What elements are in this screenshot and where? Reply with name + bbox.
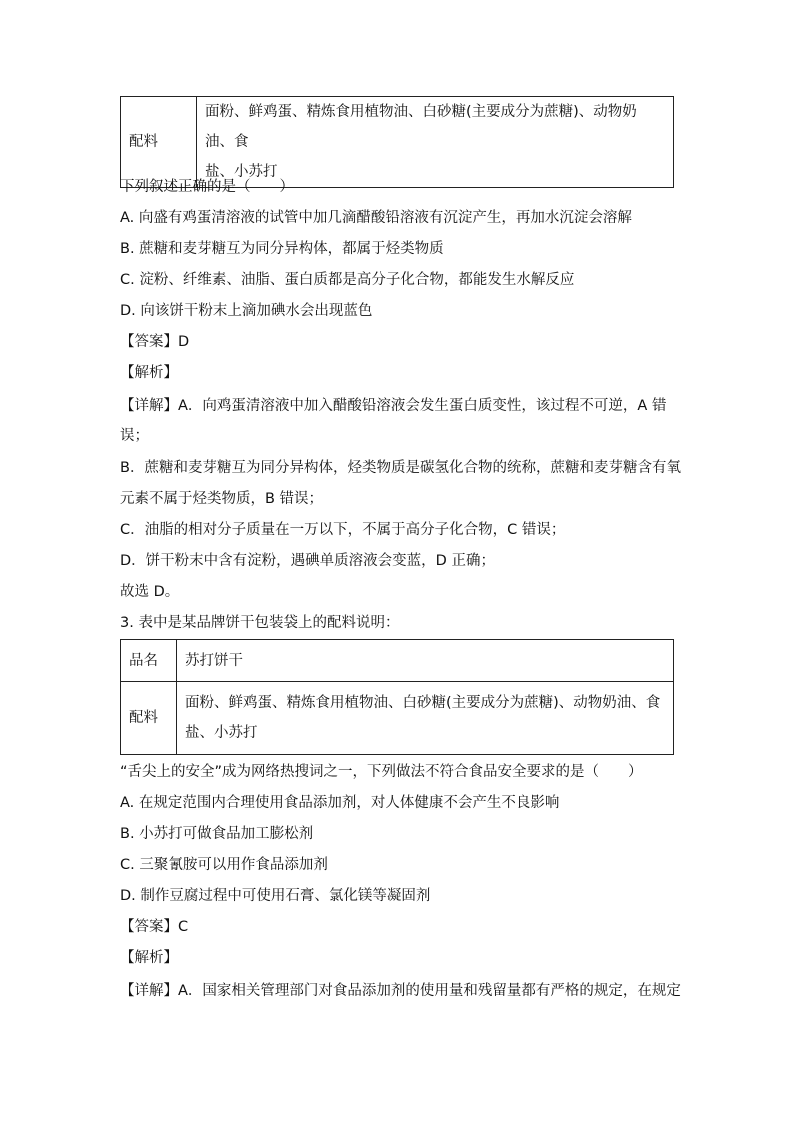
option-a: A. 在规定范围内合理使用食品添加剂，对人体健康不会产生不良影响 — [120, 795, 560, 811]
table-value-line: 盐、小苏打 — [205, 164, 278, 180]
option-b: B. 小苏打可做食品加工膨松剂 — [120, 826, 314, 842]
analysis-label: 【解析】 — [120, 365, 178, 381]
conclusion: 故选 D。 — [120, 584, 180, 600]
option-b: B. 蔗糖和麦芽糖互为同分异构体，都属于烃类物质 — [120, 241, 444, 257]
question-stem: “舌尖上的安全”成为网络热搜词之一，下列做法不符合食品安全要求的是（ ） — [120, 764, 643, 780]
detail-a-line1: 【详解】A．国家相关管理部门对食品添加剂的使用量和残留量都有严格的规定，在规定 — [120, 983, 681, 999]
detail-b-line1: B．蔗糖和麦芽糖互为同分异构体，烃类物质是碳氢化合物的统称，蔗糖和麦芽糖含有氧 — [120, 460, 681, 476]
detail-a-line1: 【详解】A．向鸡蛋清溶液中加入醋酸铅溶液会发生蛋白质变性，该过程不可逆，A 错 — [120, 398, 667, 414]
table-value-line: 盐、小苏打 — [185, 725, 258, 741]
table-value-line: 面粉、鲜鸡蛋、精炼食用植物油、白砂糖(主要成分为蔗糖)、动物奶油、食 — [185, 695, 661, 711]
option-d: D. 制作豆腐过程中可使用石膏、氯化镁等凝固剂 — [120, 888, 431, 904]
answer-label: 【答案】C — [120, 919, 189, 935]
question-stem: 下列叙述正确的是（ ） — [120, 179, 294, 195]
table-label-cell: 品名 — [121, 640, 177, 682]
question-intro: 3. 表中是某品牌饼干包装袋上的配料说明： — [120, 615, 400, 631]
analysis-label: 【解析】 — [120, 950, 178, 966]
detail-d: D．饼干粉末中含有淀粉，遇碘单质溶液会变蓝，D 正确； — [120, 553, 495, 569]
option-c: C. 淀粉、纤维素、油脂、蛋白质都是高分子化合物，都能发生水解反应 — [120, 272, 575, 288]
detail-a-line2: 误； — [120, 428, 149, 444]
table-label-cell: 配料 — [121, 97, 197, 188]
table-value-cell — [177, 682, 674, 755]
detail-c: C．油脂的相对分子质量在一万以下，不属于高分子化合物，C 错误； — [120, 522, 566, 538]
answer-label: 【答案】D — [120, 334, 190, 350]
ingredients-table-top — [120, 96, 674, 188]
option-a: A. 向盛有鸡蛋清溶液的试管中加几滴醋酸铅溶液有沉淀产生，再加水沉淀会溶解 — [120, 210, 632, 226]
option-d: D. 向该饼干粉末上滴加碘水会出现蓝色 — [120, 303, 373, 319]
table-row — [121, 682, 674, 755]
table-value-cell: 苏打饼干 — [177, 640, 674, 682]
table-value-line: 面粉、鲜鸡蛋、精炼食用植物油、白砂糖(主要成分为蔗糖)、动物奶油、食 — [205, 104, 637, 150]
detail-b-line2: 元素不属于烃类物质，B 错误； — [120, 491, 324, 507]
table-row — [121, 640, 674, 682]
ingredients-table — [120, 639, 674, 755]
table-label-cell: 配料 — [121, 682, 177, 755]
table-value-cell — [197, 97, 674, 188]
table-row — [121, 97, 674, 188]
option-c: C. 三聚氰胺可以用作食品添加剂 — [120, 857, 328, 873]
